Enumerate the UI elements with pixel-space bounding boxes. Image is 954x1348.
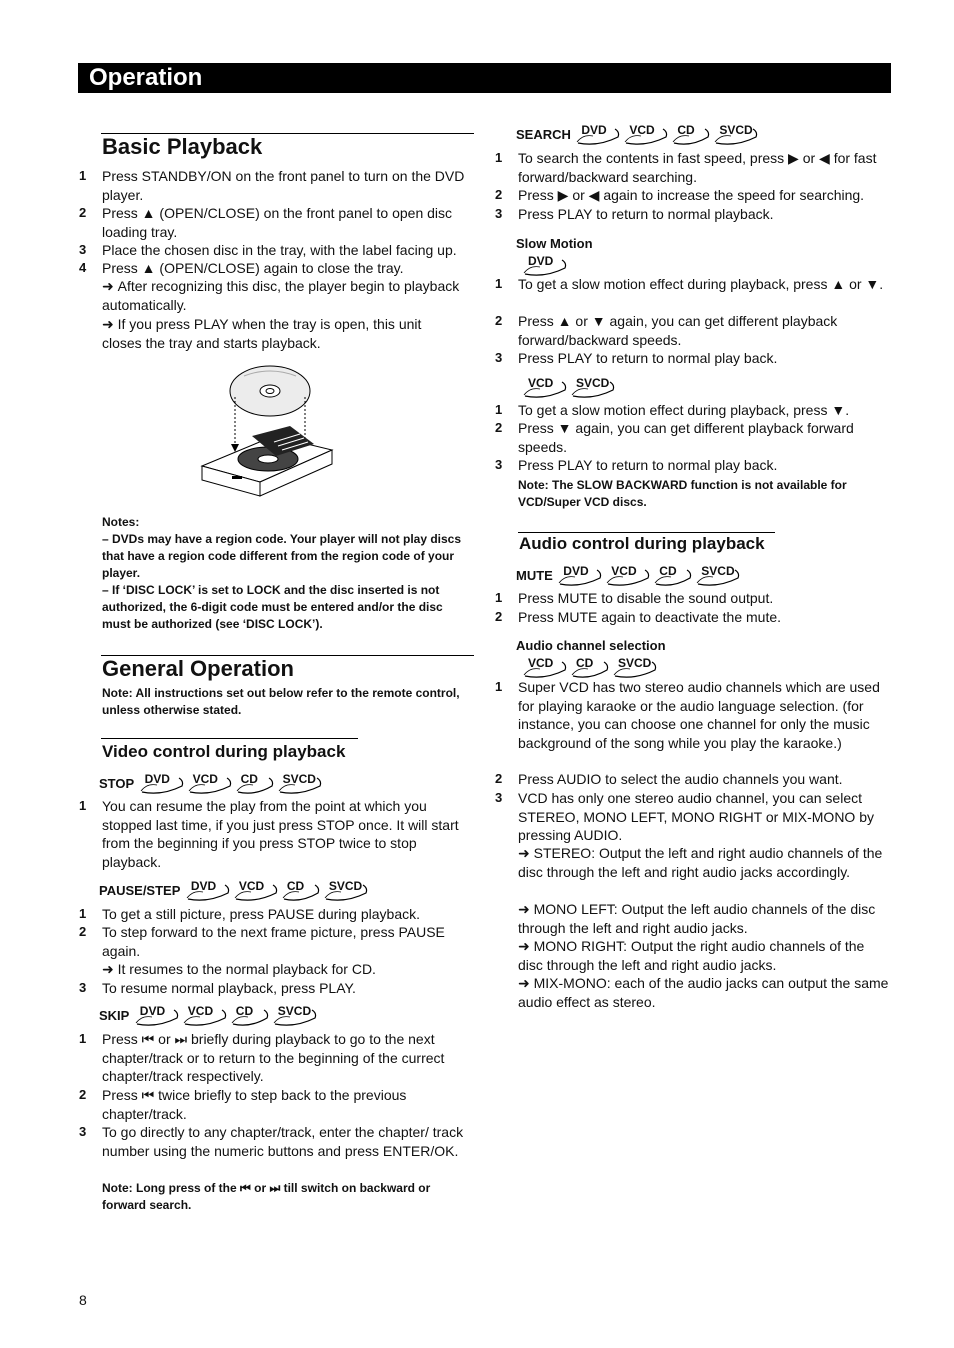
- disc-badge-label: VCD: [238, 879, 265, 893]
- disc-badge-icon: [134, 1005, 180, 1027]
- disc-badges: [134, 1004, 320, 1024]
- step-number: 2: [79, 1087, 87, 1102]
- disc-badge-label: SVCD: [277, 1004, 312, 1018]
- disc-badges: [522, 656, 660, 676]
- step-number: 2: [79, 205, 87, 220]
- right-arrow-icon: ➜: [518, 845, 534, 861]
- right-arrow-icon: ➜: [518, 901, 534, 917]
- note-region-code: – DVDs may have a region code. Your player will not play discs that have a region code different from the region code of your player.: [102, 532, 462, 580]
- step-text: Press AUDIO to select the audio channels you want.: [518, 771, 843, 787]
- disc-badge-label: SVCD: [576, 376, 610, 390]
- subsection-title-video: Video control during playback: [102, 742, 346, 761]
- step-text: To resume normal playback, press PLAY.: [102, 980, 356, 996]
- disc-badge-icon: [272, 1005, 318, 1027]
- stop-header: [99, 773, 325, 795]
- right-arrow-icon: ➜: [518, 938, 534, 954]
- dvd-tray-illustration: [196, 364, 344, 504]
- disc-badge-label: SVCD: [328, 879, 363, 893]
- disc-badge-icon: [281, 880, 321, 902]
- page-title: Operation: [89, 64, 203, 91]
- slow-note: Note: The SLOW BACKWARD function is not available for VCD/Super VCD discs.: [518, 478, 847, 509]
- step-number: 2: [495, 771, 503, 786]
- disc-badge-icon: [187, 773, 233, 795]
- skip-header: [99, 1005, 320, 1027]
- step-number: 3: [495, 790, 503, 805]
- sub-step: ➜ MONO RIGHT: Output the right audio channels of the disc through the left and right audio jacks.: [518, 938, 865, 973]
- disc-badge-icon: [139, 773, 185, 795]
- disc-badges: [139, 772, 325, 792]
- step-number: 1: [79, 168, 87, 183]
- step-text: To go directly to any chapter/track, enter the chapter/ track number using the numeric buttons and press ENTER/OK.: [102, 1124, 464, 1159]
- step-text: Press PLAY to return to normal play back.: [518, 457, 778, 473]
- disc-badge-label: VCD: [187, 1004, 214, 1018]
- disc-badges: [522, 376, 618, 396]
- skip-note: Note: Long press of the ⏮ or ⏭ till switch on backward or forward search.: [102, 1181, 431, 1212]
- disc-badges: [185, 879, 371, 899]
- disc-badges: [575, 123, 761, 143]
- disc-badge-icon: [230, 1005, 270, 1027]
- search-header: [516, 124, 761, 146]
- disc-badge-icon: [653, 565, 693, 587]
- step-text: Press ▶ or ◀ again to increase the speed for searching.: [518, 187, 865, 203]
- right-arrow-icon: ➜: [102, 278, 118, 294]
- disc-badge-icon: [323, 880, 369, 902]
- step-number: 2: [79, 924, 87, 939]
- sub-step: ➜ MONO LEFT: Output the left audio channels of the disc through the left and right audio jacks.: [518, 901, 876, 936]
- slow-dvd-header: [522, 255, 570, 277]
- disc-badge-icon: [235, 773, 275, 795]
- step-text: To get a still picture, press PAUSE during playback.: [102, 906, 421, 922]
- disc-badge-icon: [522, 377, 568, 399]
- skip-label: SKIP: [99, 1008, 130, 1024]
- step-text: VCD has only one stereo audio channel, you can select STEREO, MONO LEFT, MONO RIGHT or MIX-MONO by pressing AUDIO.: [518, 790, 874, 843]
- step-text: Press MUTE to disable the sound output.: [518, 590, 774, 606]
- disc-badge-label: CD: [677, 123, 695, 137]
- pause-header: [99, 880, 371, 902]
- disc-badge-icon: [570, 377, 616, 399]
- disc-badge-label: VCD: [528, 376, 554, 390]
- step-text: Place the chosen disc in the tray, with the label facing up.: [102, 242, 457, 258]
- disc-badge-label: DVD: [563, 564, 589, 578]
- disc-badge-label: CD: [576, 656, 594, 670]
- disc-badge-label: DVD: [190, 879, 217, 893]
- disc-badges: [557, 564, 743, 584]
- step-number: 2: [495, 313, 503, 328]
- right-arrow-icon: ➜: [102, 316, 118, 332]
- step-number: 1: [79, 1031, 87, 1046]
- note-disc-lock: – If ‘DISC LOCK’ is set to LOCK and the disc inserted is not authorized, the 6-digit code must be entered and/or the disc must be authorized (see ‘DISC LOCK’).: [102, 583, 443, 631]
- step-text: To step forward to the next frame picture, press PAUSE again.: [102, 924, 445, 959]
- disc-badge-icon: [233, 880, 279, 902]
- subsection-rule: [518, 532, 775, 533]
- disc-badge-label: SVCD: [618, 656, 652, 670]
- step-text: Press ⏮ or ⏭ briefly during playback to go to the next chapter/track or to return to the beginning of the currect chapter/track respectively.: [102, 1031, 445, 1084]
- disc-badge-icon: [695, 565, 741, 587]
- step-text: You can resume the play from the point at which you stopped last time, if you just press STOP once. It will start from the beginning if you press STOP twice to stop playback.: [102, 798, 459, 870]
- sub-step: ➜ If you press PLAY when the tray is open, this unit closes the tray and starts playback.: [102, 316, 422, 351]
- mute-label: MUTE: [516, 568, 553, 584]
- disc-badge-label: VCD: [629, 123, 655, 137]
- step-number: 3: [79, 1124, 87, 1139]
- stop-label: STOP: [99, 776, 135, 792]
- step-text: Press ▲ (OPEN/CLOSE) again to close the tray.: [102, 260, 404, 276]
- audio-channel-header: [522, 657, 660, 679]
- disc-badge-icon: [575, 124, 621, 146]
- page-header-bar: [78, 63, 891, 93]
- disc-badge-label: CD: [659, 564, 677, 578]
- disc-badge-icon: [612, 657, 658, 679]
- disc-badge-icon: [522, 657, 568, 679]
- right-arrow-icon: ➜: [518, 975, 534, 991]
- disc-badge-label: CD: [235, 1004, 254, 1018]
- step-text: To search the contents in fast speed, press ▶ or ◀ for fast forward/backward searching.: [518, 150, 877, 185]
- sub-step: ➜ MIX-MONO: each of the audio jacks can output the same audio effect as stereo.: [518, 975, 889, 1010]
- step-number: 3: [495, 350, 503, 365]
- step-text: Press STANDBY/ON on the front panel to turn on the DVD player.: [102, 168, 465, 203]
- disc-badge-icon: [605, 565, 651, 587]
- disc-badges: [522, 254, 570, 274]
- disc-badge-label: DVD: [139, 1004, 166, 1018]
- sub-step: ➜ After recognizing this disc, the player begin to playback automatically.: [102, 278, 460, 313]
- step-text: Press ⏮ twice briefly to step back to the previous chapter/track.: [102, 1087, 407, 1122]
- disc-badge-label: CD: [286, 879, 305, 893]
- disc-badge-label: VCD: [528, 656, 554, 670]
- disc-badge-icon: [623, 124, 669, 146]
- disc-badge-label: VCD: [192, 772, 218, 786]
- step-text: Press PLAY to return to normal playback.: [518, 206, 774, 222]
- step-text: Press PLAY to return to normal play back.: [518, 350, 778, 366]
- step-number: 1: [495, 679, 503, 694]
- step-number: 1: [495, 150, 503, 165]
- disc-badge-label: DVD: [144, 772, 170, 786]
- section-title-general-operation: General Operation: [102, 656, 294, 681]
- step-text: Press ▲ or ▼ again, you can get different playback forward/backward speeds.: [518, 313, 838, 348]
- disc-badge-icon: [182, 1005, 228, 1027]
- disc-badge-icon: [277, 773, 323, 795]
- search-label: SEARCH: [516, 127, 571, 143]
- pause-step-label: PAUSE/STEP: [99, 883, 181, 899]
- step-number: 2: [495, 609, 503, 624]
- step-text: Press ▲ (OPEN/CLOSE) on the front panel to open disc loading tray.: [102, 205, 453, 240]
- step-number: 3: [79, 242, 87, 257]
- disc-badge-icon: [671, 124, 711, 146]
- disc-badge-label: SVCD: [282, 772, 316, 786]
- step-number: 3: [495, 457, 503, 472]
- sub-step: ➜ It resumes to the normal playback for CD.: [102, 961, 376, 977]
- step-number: 3: [79, 980, 87, 995]
- disc-badge-icon: [522, 255, 568, 277]
- disc-badge-label: SVCD: [719, 123, 753, 137]
- sub-step: ➜ STEREO: Output the left and right audio channels of the disc through the left and right audio jacks accordingly.: [518, 845, 883, 880]
- step-number: 3: [495, 206, 503, 221]
- step-number: 1: [495, 276, 503, 291]
- disc-badge-label: SVCD: [701, 564, 735, 578]
- disc-badge-icon: [185, 880, 231, 902]
- step-number: 1: [495, 590, 503, 605]
- notes-title: Notes:: [102, 515, 140, 529]
- step-text: Press MUTE again to deactivate the mute.: [518, 609, 782, 625]
- page-number: 8: [79, 1292, 87, 1308]
- step-number: 2: [495, 187, 503, 202]
- disc-badge-icon: [570, 657, 610, 679]
- audio-channel-label: Audio channel selection: [516, 638, 666, 653]
- general-note: Note: All instructions set out below refer to the remote control, unless otherwise stated.: [102, 686, 460, 717]
- disc-badge-icon: [713, 124, 759, 146]
- step-text: Super VCD has two stereo audio channels which are used for playing karaoke or the audio language selection. (for instance, you can choose one channel for only the music background of the song while you play the karaoke.): [518, 679, 880, 751]
- step-text: Press ▼ again, you can get different playback forward speeds.: [518, 420, 854, 455]
- slow-motion-label: Slow Motion: [516, 236, 593, 251]
- step-text: To get a slow motion effect during playback, press ▼.: [518, 402, 850, 418]
- section-title-basic-playback: Basic Playback: [102, 134, 263, 159]
- step-text: To get a slow motion effect during playback, press ▲ or ▼.: [518, 276, 884, 292]
- step-number: 4: [79, 260, 87, 275]
- disc-badge-label: VCD: [611, 564, 637, 578]
- slow-vcd-header: [522, 377, 618, 399]
- step-number: 1: [495, 402, 503, 417]
- subsection-title-audio: Audio control during playback: [519, 534, 765, 553]
- step-number: 1: [79, 906, 87, 921]
- mute-header: [516, 565, 743, 587]
- right-arrow-icon: ➜: [102, 961, 118, 977]
- step-number: 2: [495, 420, 503, 435]
- disc-badge-label: DVD: [528, 254, 554, 268]
- disc-badge-icon: [557, 565, 603, 587]
- step-number: 1: [79, 798, 87, 813]
- subsection-rule: [101, 738, 358, 739]
- disc-badge-label: DVD: [581, 123, 607, 137]
- disc-badge-label: CD: [240, 772, 258, 786]
